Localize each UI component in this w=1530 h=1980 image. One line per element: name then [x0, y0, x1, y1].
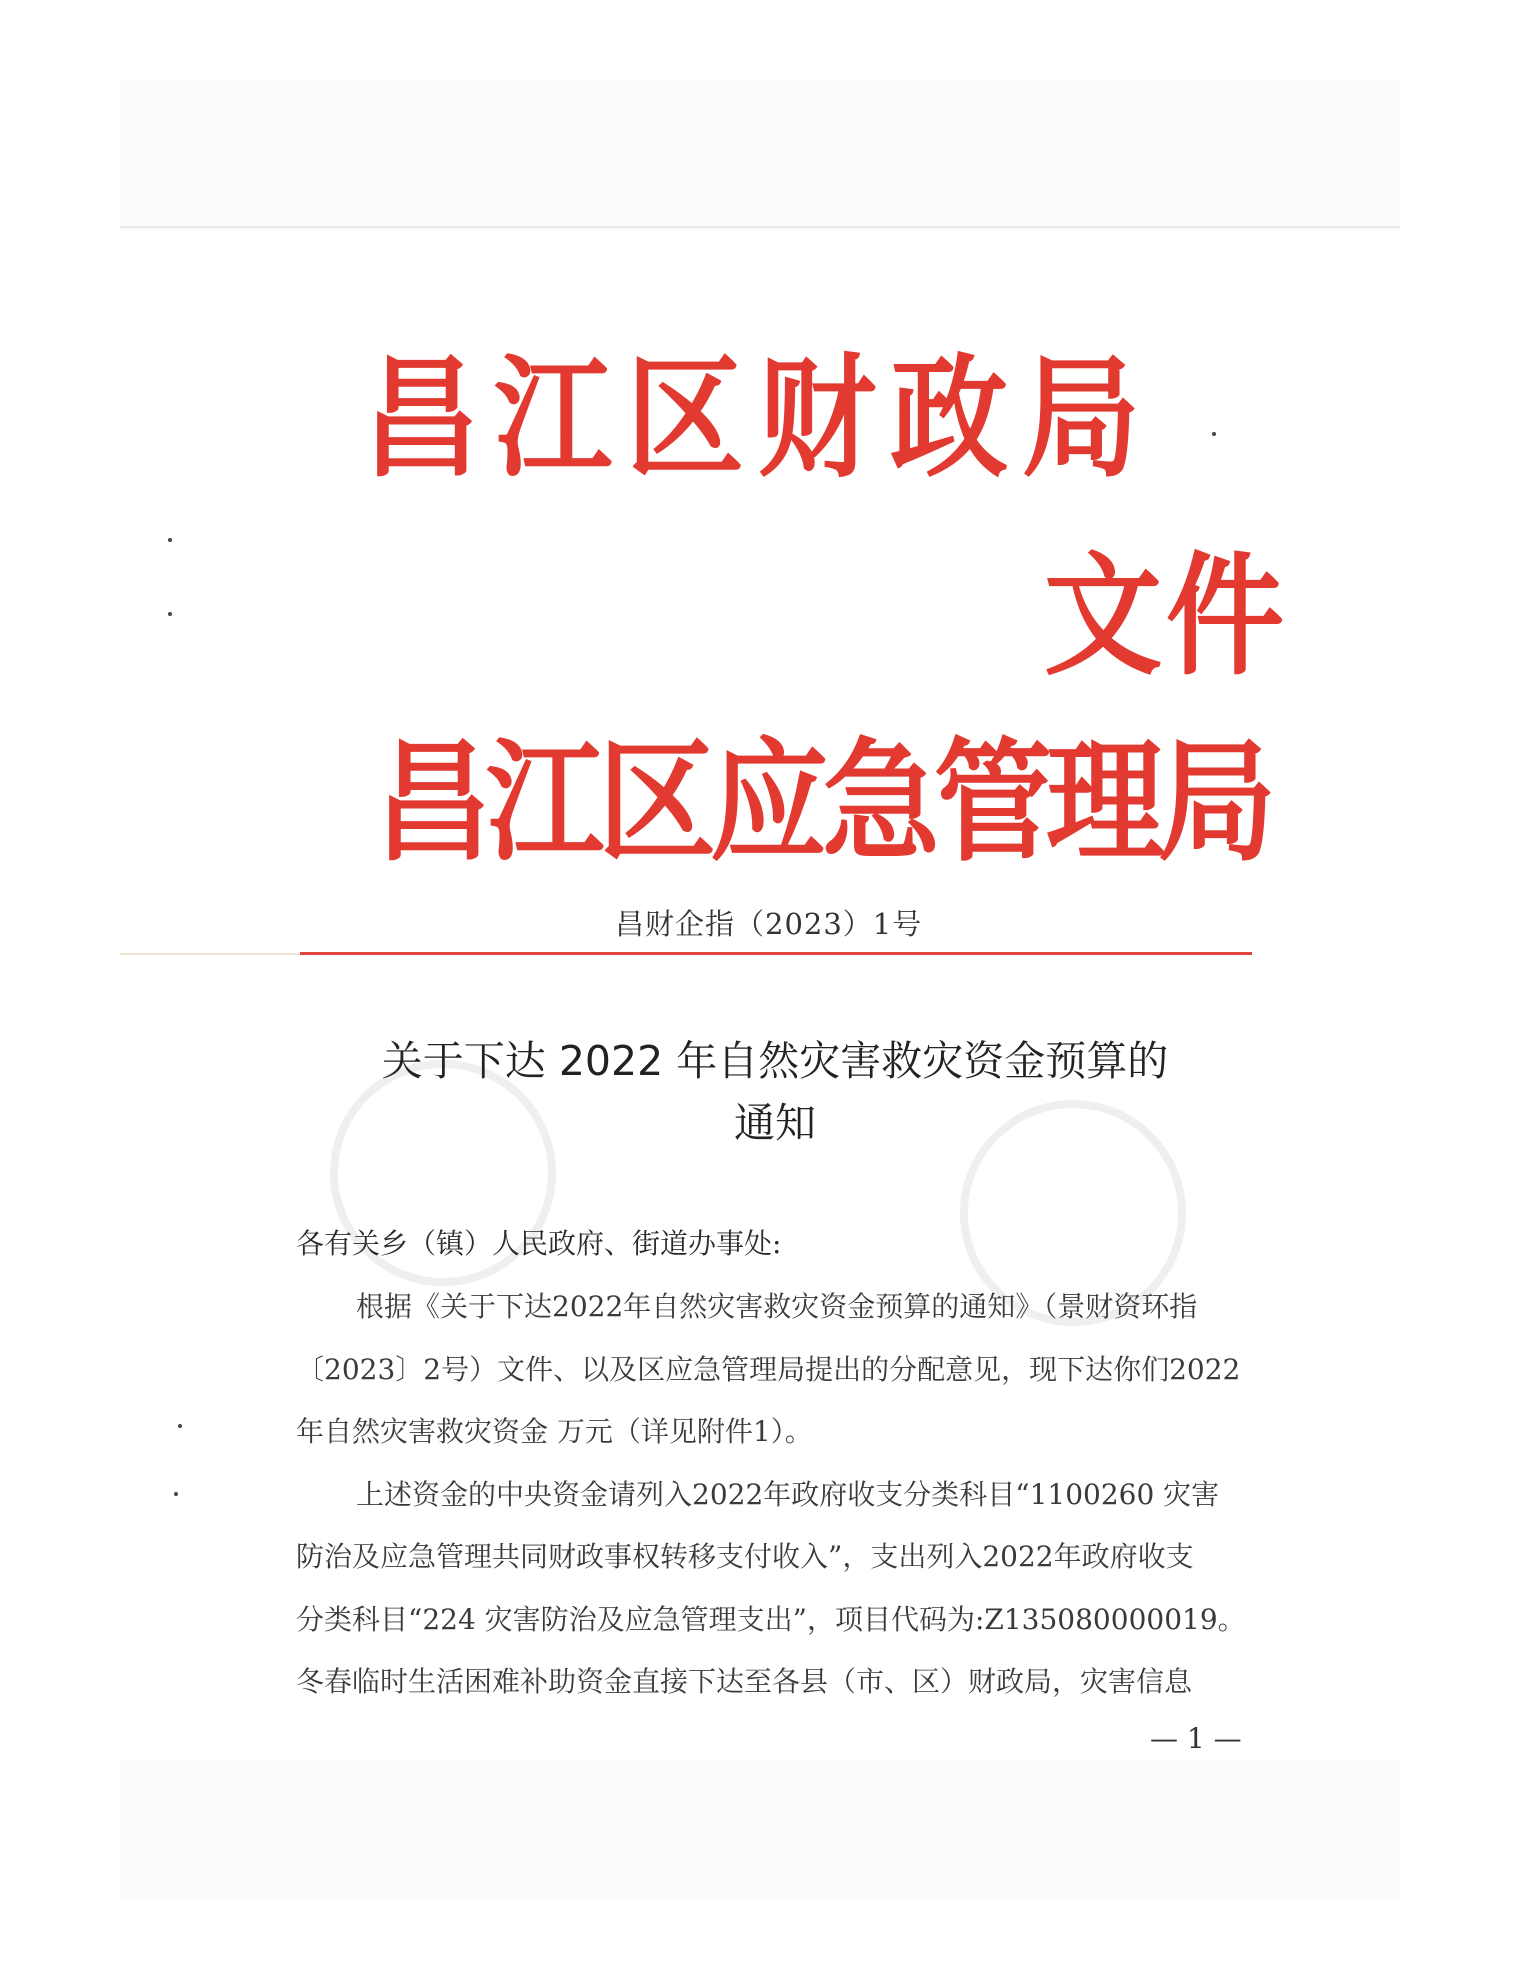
- body-paragraph-line: 上述资金的中央资金请列入2022年政府收支分类科目“1100260 灾害: [356, 1478, 1220, 1511]
- scan-margin-bottom: [120, 1760, 1400, 1900]
- body-paragraph-line: 年自然灾害救灾资金 万元（详见附件1）。: [296, 1415, 813, 1448]
- scan-edge-line: [120, 226, 1400, 228]
- scan-speck: [174, 1492, 178, 1496]
- issuer-emergency-bureau: 昌江区应急管理局: [374, 724, 1271, 880]
- scan-margin-top: [120, 80, 1400, 230]
- scan-speck: [168, 538, 172, 542]
- scan-speck: [178, 1424, 182, 1428]
- issuer-finance-bureau: 昌江区财政局: [362, 340, 1155, 496]
- header-red-rule: [300, 952, 1252, 955]
- body-paragraph-line: 防治及应急管理共同财政事权转移支付收入”，支出列入2022年政府收支: [296, 1540, 1194, 1573]
- page-number: — 1 —: [1150, 1722, 1242, 1755]
- body-paragraph-line: 冬春临时生活困难补助资金直接下达至各县（市、区）财政局，灾害信息: [296, 1665, 1193, 1698]
- issuer-document-label: 文件: [1044, 538, 1289, 694]
- body-paragraph-line: 分类科目“224 灾害防治及应急管理支出”，项目代码为:Z135080000019。: [296, 1603, 1246, 1636]
- body-paragraph-line: 根据《关于下达2022年自然灾害救灾资金预算的通知》（景财资环指: [356, 1290, 1198, 1323]
- header-rule-fade: [120, 953, 300, 955]
- document-title: [300, 1030, 1250, 1154]
- scan-speck: [1212, 432, 1216, 436]
- scan-speck: [168, 612, 172, 616]
- document-number: 昌财企指（2023）1号: [615, 907, 923, 941]
- title-line: 通知: [734, 1099, 816, 1147]
- title-line: 关于下达 2022 年自然灾害救灾资金预算的: [381, 1037, 1169, 1085]
- body-paragraph-line: 〔2023〕2号）文件、以及区应急管理局提出的分配意见，现下达你们2022: [296, 1353, 1241, 1386]
- salutation: 各有关乡（镇）人民政府、街道办事处:: [296, 1227, 782, 1260]
